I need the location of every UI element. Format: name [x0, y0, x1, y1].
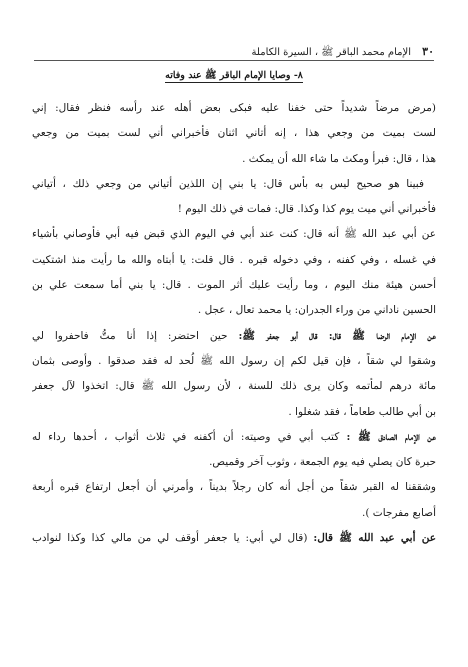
line-text: فبينا هو صحيح ليس به بأس قال: يا بني إن اللذين أتياني من وجعي ذلك ، أتياني	[32, 177, 424, 190]
text-line	[32, 349, 436, 374]
body-text	[32, 96, 436, 551]
header-rule	[34, 60, 434, 61]
line-text: بن أبي طالب طعاماً ، فقد شغلوا .	[288, 405, 436, 418]
text-line	[32, 475, 436, 500]
line-text: كتب أبي في وصيته: أن أكفنه في ثلاث أثواب ، أحدها رداء له	[32, 430, 347, 443]
text-line	[32, 96, 436, 121]
line-lead: عن الإمام الصادق ﷺ :	[346, 430, 436, 443]
text-line	[32, 147, 436, 172]
line-text: لست بميت من وجعي هذا ، إنه أتاني اثنان فأخبراني أني لست بميت من وجعي	[32, 127, 436, 140]
text-line	[32, 425, 436, 450]
page-number: ٣٠	[422, 45, 434, 58]
text-line	[32, 298, 436, 323]
text-line	[32, 324, 436, 349]
line-lead: عن الإمام الرضا ﷺ قال: قال أبو جعفر ﷺ:	[238, 329, 436, 342]
section-title-text: ٨- وصايا الإمام الباقر ﷺ عند وفاته	[165, 70, 303, 81]
line-text: في غسله ، وفي كفنه ، وفي دخوله قبره . قال قلت: يا أبتاه والله ما رأيت منذ اشتكيت	[32, 253, 436, 266]
line-text: (قال لي أبي: يا جعفر أوقف لي من مالي كذا وكذا لنوادب	[32, 532, 314, 545]
line-text: أحسن هيئة منك اليوم ، وما رأيت عليك أثر الموت . قال: يا بني أما سمعت علي بن	[32, 279, 436, 292]
text-line	[32, 121, 436, 146]
text-line	[32, 526, 436, 551]
line-text: وشققنا له القبر شقاً من أجل أنه كان رجلاً بديناً ، وأمرني أن أجعل ارتفاع قبره أربعة	[32, 481, 436, 494]
line-text: أصابع مفرجات ).	[362, 506, 436, 519]
line-text: (مرض مرضاً شديداً حتى خفنا عليه فبكى بعض أهله عند رأسه فنظر فقال: إني	[32, 102, 436, 114]
line-text: حين احتضر: إذا أنا متُّ فاحفروا لي	[32, 329, 239, 342]
line-text: فأخبراني أني ميت يوم كذا وكذا. قال: فمات في ذلك اليوم !	[177, 203, 436, 216]
text-line	[32, 374, 436, 399]
text-line	[32, 222, 436, 247]
text-line	[32, 400, 436, 425]
running-title: الإمام محمد الباقر ﷺ ، السيرة الكاملة	[251, 47, 411, 58]
text-line	[32, 501, 436, 526]
line-text: عن أبي عبد الله ﷺ أنه قال: كنت عند أبي في اليوم الذي قبض فيه أبي فأوصاني بأشياء	[32, 228, 436, 241]
text-line	[32, 197, 436, 222]
text-line	[32, 172, 436, 197]
line-lead: عن أبي عبد الله ﷺ قال:	[313, 532, 436, 545]
line-text: الحسين ناداني من وراء الجدران: يا محمد تعال ، عجل .	[197, 304, 436, 317]
text-line	[32, 450, 436, 475]
text-line	[32, 248, 436, 273]
line-text: حبرة كان يصلي فيه يوم الجمعة ، وثوب آخر وقميص.	[209, 456, 436, 469]
line-text: مائة درهم لمأتمه وكان يرى ذلك للسنة ، لأن رسول الله ﷺ قال: اتخذوا لآل جعفر	[32, 380, 436, 393]
text-line	[32, 273, 436, 298]
running-header	[34, 44, 434, 60]
line-text: هذا ، قال: فبرأ ومكث ما شاء الله أن يمكث .	[242, 152, 436, 165]
section-title	[34, 69, 434, 83]
line-text: وشقوا لي شقاً ، فإن قيل لكم إن رسول الله ﷺ لُحد له فقد صدقوا . وأوصى بثمان	[32, 354, 436, 367]
